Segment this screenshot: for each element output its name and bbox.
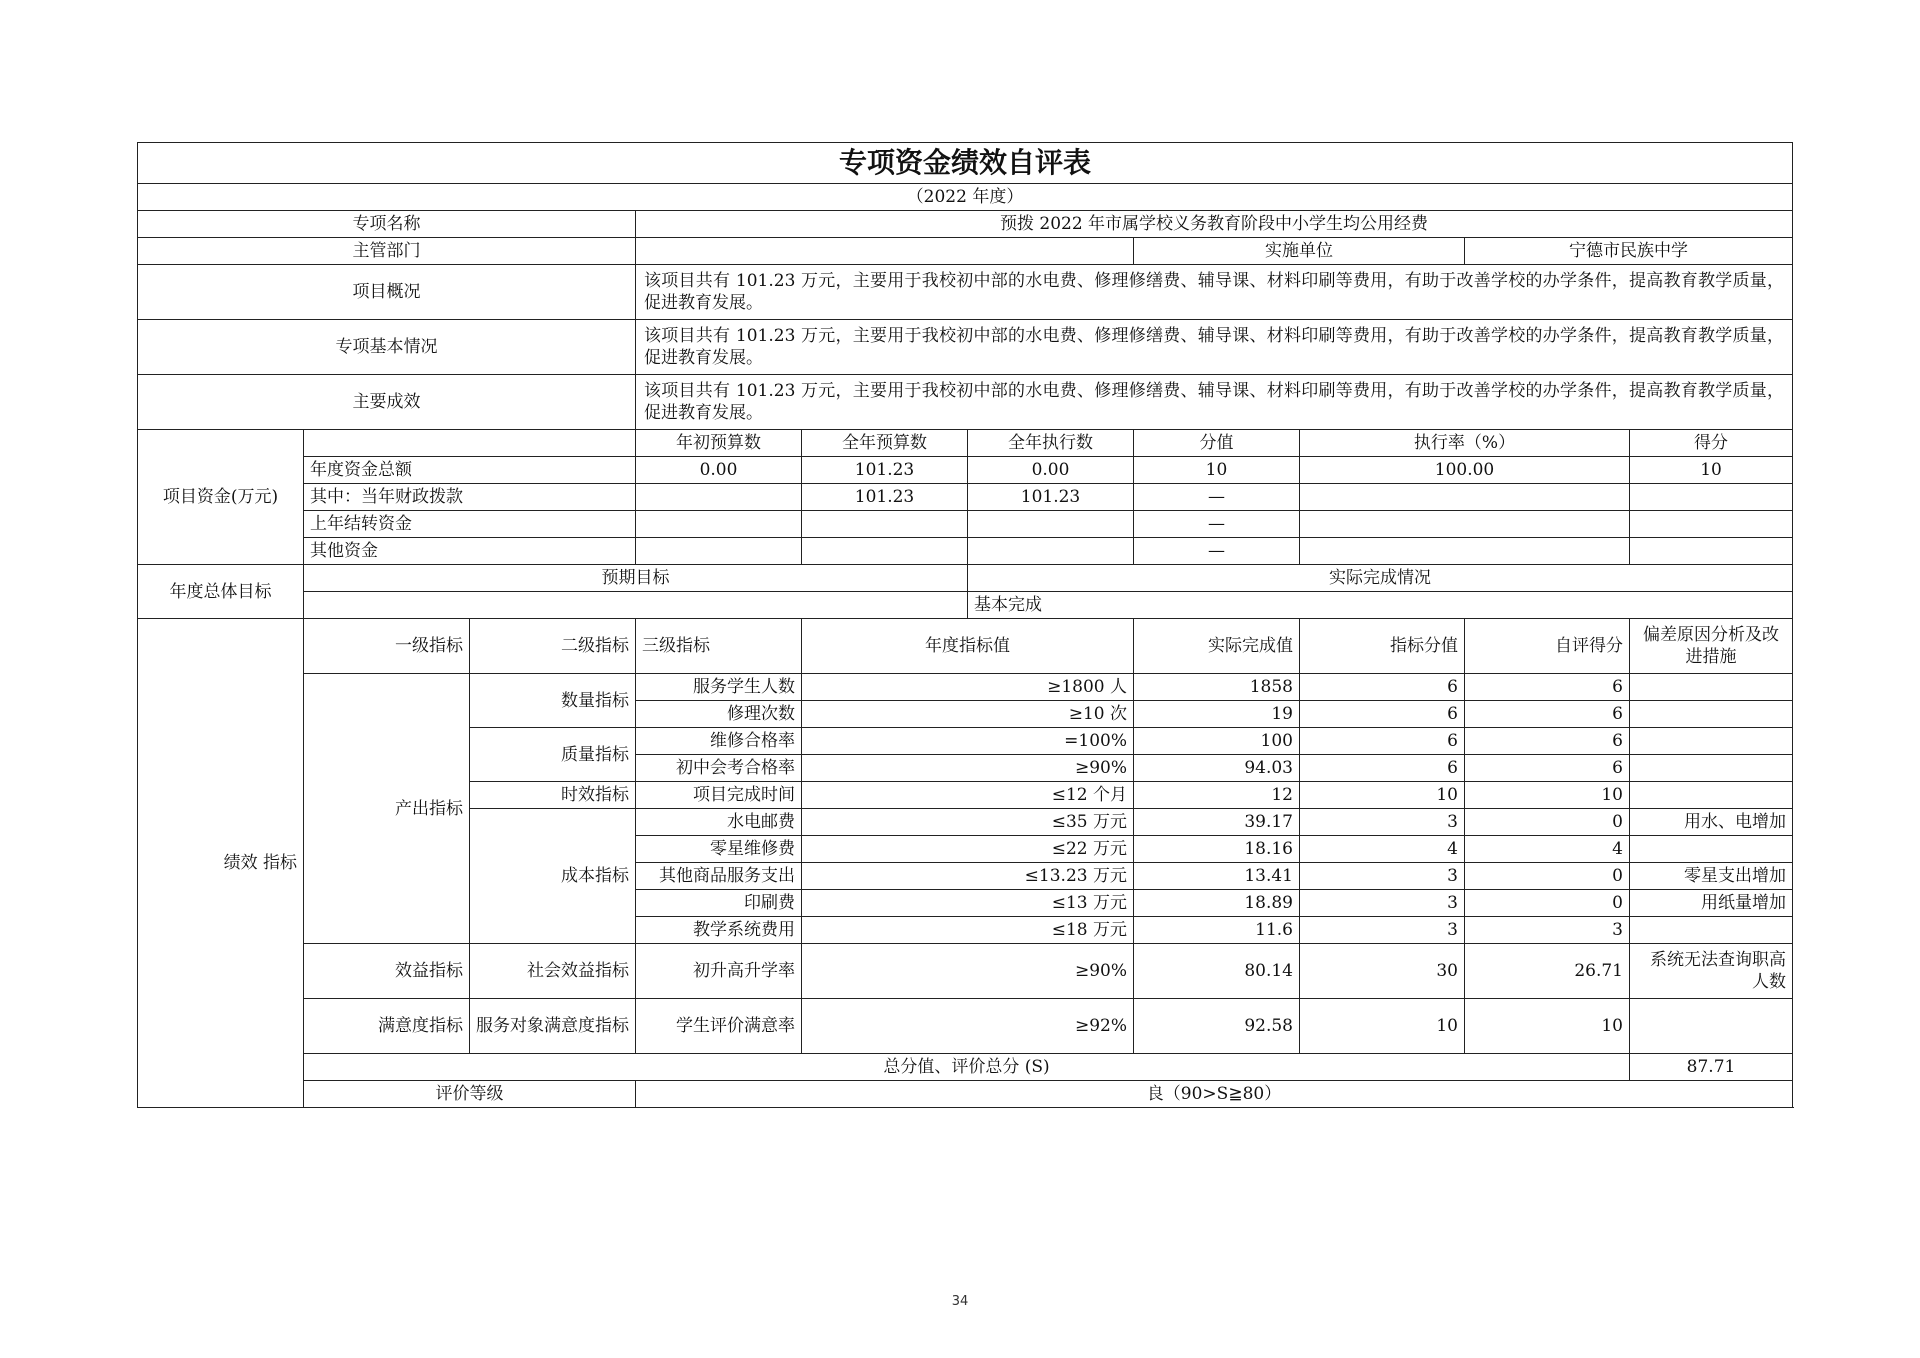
table-row — [138, 999, 1793, 1054]
indicator-name: 初升高升学率 — [636, 944, 802, 999]
indicator-actual: 100 — [1134, 728, 1300, 755]
indicator-target: ≥90% — [802, 755, 1134, 782]
funds-cell: — — [1134, 511, 1300, 538]
indicator-actual: 1858 — [1134, 674, 1300, 701]
funds-header: 执行率（%） — [1300, 430, 1630, 457]
funds-cell — [1630, 511, 1793, 538]
indicator-actual: 18.89 — [1134, 890, 1300, 917]
funds-cell — [1300, 538, 1630, 565]
grade-value: 良（90>S≧80） — [636, 1081, 1793, 1108]
project-name-label: 专项名称 — [138, 211, 636, 238]
funds-cell: 0.00 — [968, 457, 1134, 484]
funds-cell: — — [1134, 484, 1300, 511]
indicator-name: 修理次数 — [636, 701, 802, 728]
funds-cell: 10 — [1630, 457, 1793, 484]
indicator-score: 6 — [1300, 674, 1465, 701]
indicator-name: 印刷费 — [636, 890, 802, 917]
funds-label: 项目资金(万元) — [138, 430, 304, 565]
funds-cell: 101.23 — [802, 457, 968, 484]
project-name-value: 预拨 2022 年市属学校义务教育阶段中小学生均公用经费 — [636, 211, 1793, 238]
indicator-self-score: 10 — [1465, 999, 1630, 1054]
performance-evaluation-table — [137, 142, 1793, 1108]
indicator-target: =100% — [802, 728, 1134, 755]
results-text: 该项目共有 101.23 万元，主要用于我校初中部的水电费、修理修缮费、辅导课、材料印刷等费用，有助于改善学校的办学条件，提高教育教学质量，促进教育发展。 — [636, 375, 1793, 430]
indicator-name: 项目完成时间 — [636, 782, 802, 809]
table-title: 专项资金绩效自评表 — [138, 143, 1793, 184]
grade-label: 评价等级 — [304, 1081, 636, 1108]
benefit-label: 效益指标 — [304, 944, 470, 999]
funds-cell — [636, 511, 802, 538]
funds-row-name: 上年结转资金 — [304, 511, 636, 538]
indicator-actual: 19 — [1134, 701, 1300, 728]
dept-value — [636, 238, 1134, 265]
indicator-target: ≥92% — [802, 999, 1134, 1054]
perf-header: 自评得分 — [1465, 619, 1630, 674]
indicator-self-score: 6 — [1465, 701, 1630, 728]
indicator-score: 3 — [1300, 890, 1465, 917]
indicator-actual: 13.41 — [1134, 863, 1300, 890]
indicator-note — [1630, 917, 1793, 944]
indicator-score: 10 — [1300, 999, 1465, 1054]
funds-header: 全年预算数 — [802, 430, 968, 457]
social-benefit-label: 社会效益指标 — [470, 944, 636, 999]
time-label: 时效指标 — [470, 782, 636, 809]
results-label: 主要成效 — [138, 375, 636, 430]
indicator-score: 30 — [1300, 944, 1465, 999]
cost-label: 成本指标 — [470, 809, 636, 944]
indicator-score: 3 — [1300, 917, 1465, 944]
goal-label: 年度总体目标 — [138, 565, 304, 619]
indicator-note — [1630, 728, 1793, 755]
indicator-self-score: 4 — [1465, 836, 1630, 863]
indicator-note — [1630, 999, 1793, 1054]
indicator-self-score: 0 — [1465, 863, 1630, 890]
funds-row — [138, 484, 1793, 511]
funds-header: 得分 — [1630, 430, 1793, 457]
indicator-actual: 92.58 — [1134, 999, 1300, 1054]
goal-actual-label: 实际完成情况 — [968, 565, 1793, 592]
indicator-actual: 11.6 — [1134, 917, 1300, 944]
funds-cell — [802, 538, 968, 565]
funds-cell: 100.00 — [1300, 457, 1630, 484]
indicator-self-score: 6 — [1465, 674, 1630, 701]
funds-row — [138, 538, 1793, 565]
funds-header: 分值 — [1134, 430, 1300, 457]
funds-row-name: 年度资金总额 — [304, 457, 636, 484]
indicator-target: ≥90% — [802, 944, 1134, 999]
indicator-note: 系统无法查询职高人数 — [1630, 944, 1793, 999]
funds-cell: 10 — [1134, 457, 1300, 484]
indicator-score: 3 — [1300, 863, 1465, 890]
satisfaction-label: 满意度指标 — [304, 999, 470, 1054]
perf-header: 一级指标 — [304, 619, 470, 674]
service-satisfaction-label: 服务对象满意度指标 — [470, 999, 636, 1054]
funds-cell: 101.23 — [968, 484, 1134, 511]
indicator-score: 6 — [1300, 755, 1465, 782]
indicator-target: ≤13.23 万元 — [802, 863, 1134, 890]
funds-cell — [968, 538, 1134, 565]
perf-header: 实际完成值 — [1134, 619, 1300, 674]
perf-label: 绩效 指标 — [138, 619, 304, 1108]
indicator-self-score: 10 — [1465, 782, 1630, 809]
indicator-note: 零星支出增加 — [1630, 863, 1793, 890]
funds-cell: 101.23 — [802, 484, 968, 511]
quality-label: 质量指标 — [470, 728, 636, 782]
impl-unit-value: 宁德市民族中学 — [1465, 238, 1793, 265]
perf-header: 年度指标值 — [802, 619, 1134, 674]
funds-header: 年初预算数 — [636, 430, 802, 457]
funds-row — [138, 457, 1793, 484]
goal-expected-label: 预期目标 — [304, 565, 968, 592]
indicator-name: 学生评价满意率 — [636, 999, 802, 1054]
indicator-target: ≤22 万元 — [802, 836, 1134, 863]
indicator-self-score: 0 — [1465, 809, 1630, 836]
indicator-target: ≤12 个月 — [802, 782, 1134, 809]
funds-row-name: 其中：当年财政拨款 — [304, 484, 636, 511]
table-row — [138, 674, 1793, 701]
indicator-note: 用纸量增加 — [1630, 890, 1793, 917]
indicator-actual: 94.03 — [1134, 755, 1300, 782]
indicator-target: ≥1800 人 — [802, 674, 1134, 701]
funds-header-blank — [304, 430, 636, 457]
indicator-name: 维修合格率 — [636, 728, 802, 755]
indicator-name: 其他商品服务支出 — [636, 863, 802, 890]
funds-cell: 0.00 — [636, 457, 802, 484]
indicator-self-score: 26.71 — [1465, 944, 1630, 999]
indicator-self-score: 0 — [1465, 890, 1630, 917]
indicator-score: 6 — [1300, 728, 1465, 755]
funds-row-name: 其他资金 — [304, 538, 636, 565]
funds-cell — [1300, 484, 1630, 511]
indicator-note — [1630, 782, 1793, 809]
indicator-actual: 80.14 — [1134, 944, 1300, 999]
basic-label: 专项基本情况 — [138, 320, 636, 375]
table-row — [138, 944, 1793, 999]
perf-header: 三级指标 — [636, 619, 802, 674]
indicator-actual: 39.17 — [1134, 809, 1300, 836]
goal-expected-value — [304, 592, 968, 619]
indicator-actual: 12 — [1134, 782, 1300, 809]
indicator-note — [1630, 755, 1793, 782]
indicator-name: 零星维修费 — [636, 836, 802, 863]
page-number: 34 — [951, 1294, 969, 1309]
indicator-score: 3 — [1300, 809, 1465, 836]
indicator-self-score: 3 — [1465, 917, 1630, 944]
quantity-label: 数量指标 — [470, 674, 636, 728]
indicator-self-score: 6 — [1465, 755, 1630, 782]
indicator-name: 服务学生人数 — [636, 674, 802, 701]
indicator-actual: 18.16 — [1134, 836, 1300, 863]
indicator-score: 6 — [1300, 701, 1465, 728]
indicator-name: 初中会考合格率 — [636, 755, 802, 782]
overview-label: 项目概况 — [138, 265, 636, 320]
dept-label: 主管部门 — [138, 238, 636, 265]
indicator-score: 10 — [1300, 782, 1465, 809]
indicator-name: 水电邮费 — [636, 809, 802, 836]
indicator-self-score: 6 — [1465, 728, 1630, 755]
goal-actual-value: 基本完成 — [968, 592, 1793, 619]
indicator-note: 用水、电增加 — [1630, 809, 1793, 836]
funds-cell — [968, 511, 1134, 538]
output-label: 产出指标 — [304, 674, 470, 944]
indicator-target: ≤18 万元 — [802, 917, 1134, 944]
indicator-name: 教学系统费用 — [636, 917, 802, 944]
funds-cell — [636, 538, 802, 565]
indicator-note — [1630, 836, 1793, 863]
total-value: 87.71 — [1630, 1054, 1793, 1081]
indicator-target: ≥10 次 — [802, 701, 1134, 728]
funds-cell — [802, 511, 968, 538]
year-label: （2022 年度） — [138, 184, 1793, 211]
indicator-note — [1630, 674, 1793, 701]
indicator-target: ≤35 万元 — [802, 809, 1134, 836]
perf-header: 偏差原因分析及改进措施 — [1630, 619, 1793, 674]
funds-cell — [636, 484, 802, 511]
basic-text: 该项目共有 101.23 万元，主要用于我校初中部的水电费、修理修缮费、辅导课、材料印刷等费用，有助于改善学校的办学条件，提高教育教学质量，促进教育发展。 — [636, 320, 1793, 375]
funds-cell — [1300, 511, 1630, 538]
funds-cell — [1630, 538, 1793, 565]
impl-unit-label: 实施单位 — [1134, 238, 1465, 265]
indicator-target: ≤13 万元 — [802, 890, 1134, 917]
perf-header: 指标分值 — [1300, 619, 1465, 674]
indicator-note — [1630, 701, 1793, 728]
funds-row — [138, 511, 1793, 538]
indicator-score: 4 — [1300, 836, 1465, 863]
funds-header: 全年执行数 — [968, 430, 1134, 457]
funds-cell — [1630, 484, 1793, 511]
total-label: 总分值、评价总分 (S) — [304, 1054, 1630, 1081]
funds-cell: — — [1134, 538, 1300, 565]
overview-text: 该项目共有 101.23 万元，主要用于我校初中部的水电费、修理修缮费、辅导课、材料印刷等费用，有助于改善学校的办学条件，提高教育教学质量，促进教育发展。 — [636, 265, 1793, 320]
perf-header: 二级指标 — [470, 619, 636, 674]
